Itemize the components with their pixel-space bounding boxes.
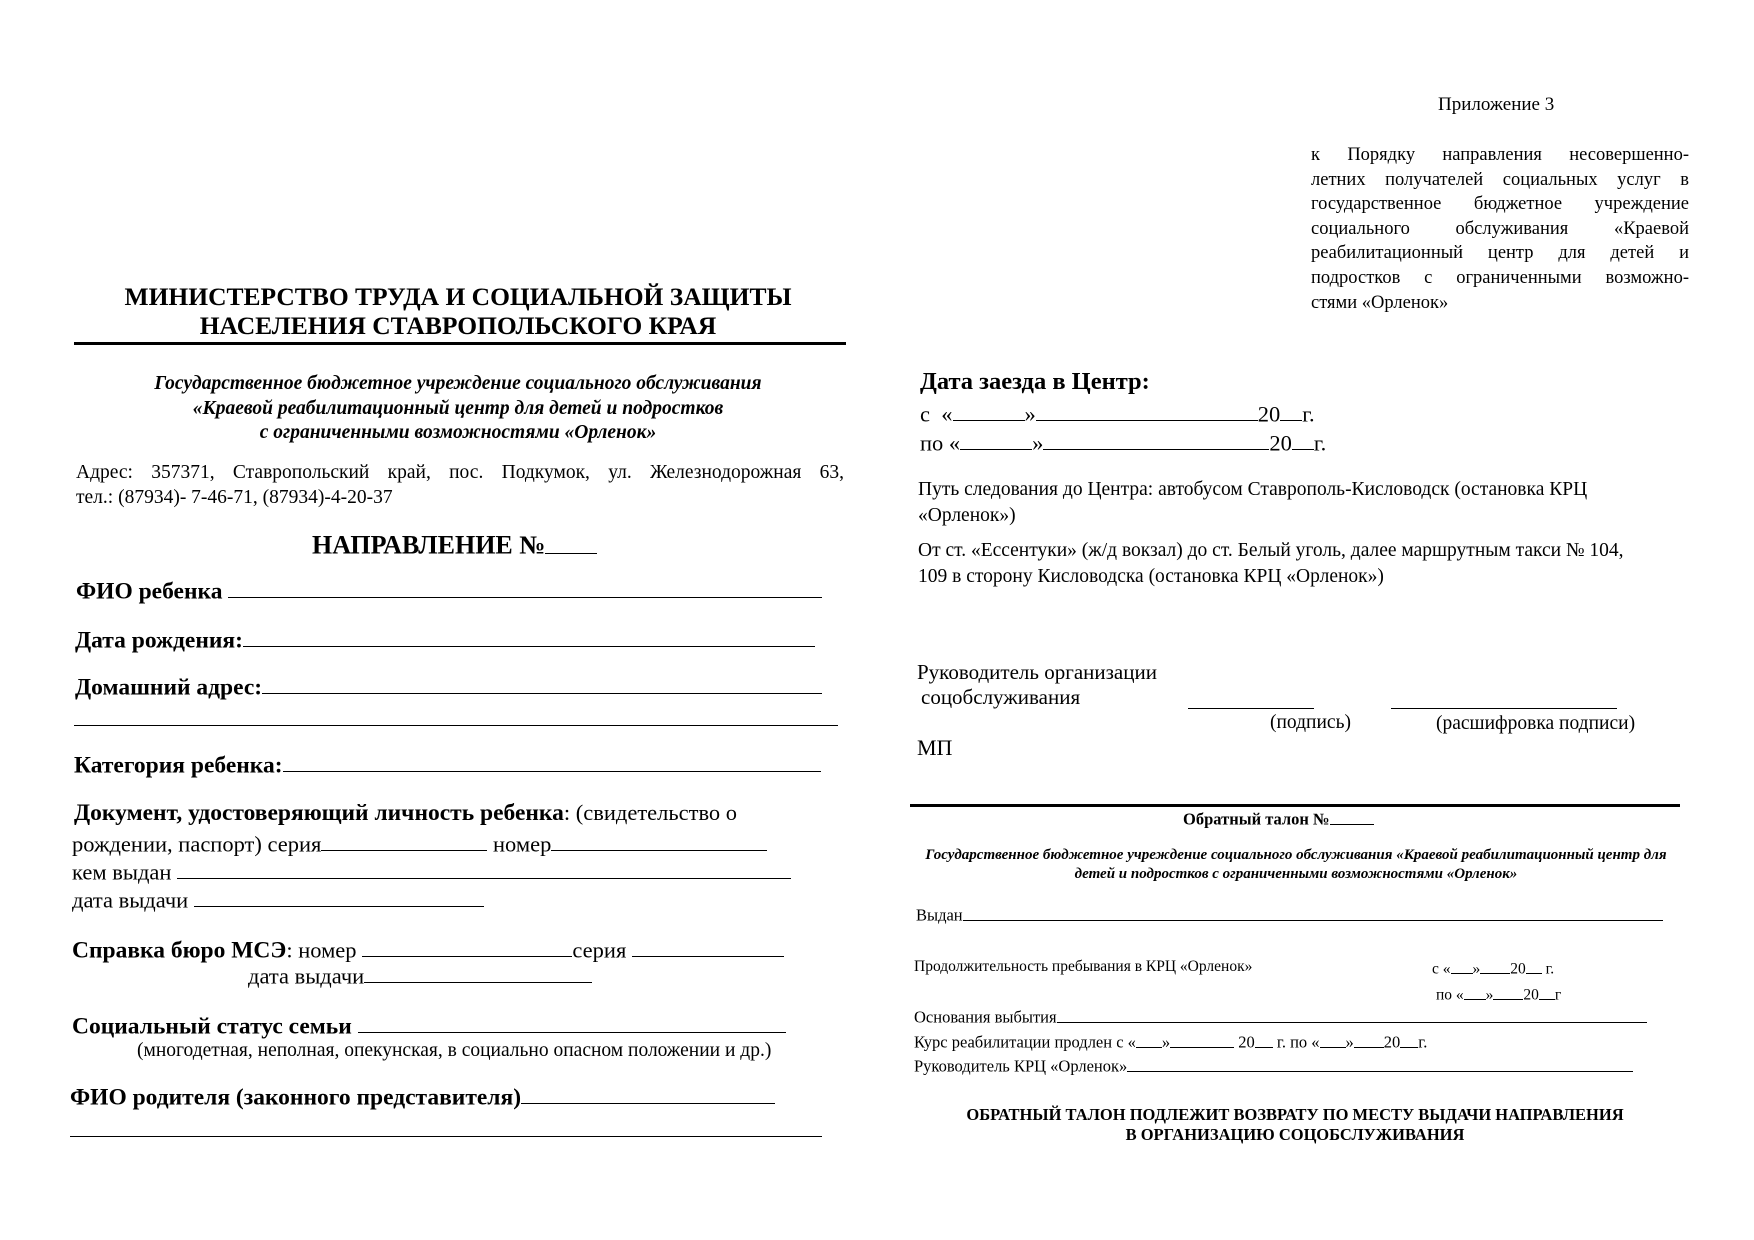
coupon-year: 20 [1383, 1032, 1401, 1052]
coupon-to-day-field[interactable] [1464, 984, 1486, 1000]
open-quote: « [941, 401, 953, 427]
route-description-2: От ст. «Ессентуки» (ж/д вокзал) до ст. Белый уголь, далее маршрутным такси № 104, 109 в сторону Кисловодска (остановка КРЦ «Орленок») [918, 540, 1624, 587]
coupon-cut-line [910, 804, 1680, 807]
coupon-stay-from-row [1432, 958, 1554, 979]
arrival-from-prefix: с [920, 401, 930, 427]
mse-date-label: дата выдачи [248, 963, 365, 989]
category-label: Категория ребенка: [74, 752, 283, 779]
birth-date-field[interactable] [243, 624, 815, 647]
coupon-year: 20 [1510, 960, 1526, 978]
coupon-ext-to-day-field[interactable] [1320, 1031, 1346, 1048]
coupon-to-prefix: по « [1436, 986, 1464, 1004]
arrival-from-year-field[interactable] [1280, 399, 1302, 421]
coupon-from-day-field[interactable] [1451, 958, 1473, 974]
coupon-from-year-field[interactable] [1526, 958, 1542, 974]
child-name-field[interactable] [228, 575, 822, 598]
address-line-2: тел.: (87934)- 7-46-71, (87934)-4-20-37 [76, 487, 393, 508]
arrival-to-prefix: по [920, 430, 944, 456]
institution-line-3: с ограниченными возможностями «Орленок» [259, 422, 657, 443]
appendix-reference [1311, 143, 1689, 315]
year-prefix: 20 [1269, 430, 1292, 456]
child-name-label: ФИО ребенка [76, 578, 223, 605]
signature-decode-caption: (расшифровка подписи) [1436, 713, 1636, 734]
mse-series-field[interactable] [632, 934, 784, 957]
id-series-field[interactable] [321, 829, 487, 851]
institution-line-2: «Краевой реабилитационный центр для детей и подростков [192, 397, 724, 419]
organization-head-line-2: соцобслуживания [921, 685, 1081, 709]
mse-number-label: : номер [286, 937, 357, 963]
address-line-1: Адрес: 357371, Ставропольский край, пос. Подкумок, ул. Железнодорожная 63, [76, 462, 844, 483]
home-address-field-line-2[interactable] [74, 725, 838, 726]
year-suffix: г. [1313, 430, 1327, 456]
parent-name-field-line-2[interactable] [70, 1136, 822, 1137]
institution-address [76, 460, 844, 510]
ministry-line-2: НАСЕЛЕНИЯ СТАВРОПОЛЬСКОГО КРАЯ [199, 311, 717, 340]
coupon-head-label: Руководитель КРЦ «Орленок» [914, 1056, 1128, 1076]
coupon-title [1183, 808, 1374, 830]
mse-date-row [248, 961, 592, 989]
coupon-to-year-field[interactable] [1539, 984, 1555, 1000]
return-note-line-1: ОБРАТНЫЙ ТАЛОН ПОДЛЕЖИТ ВОЗВРАТУ ПО МЕСТУ ВЫДАЧИ НАПРАВЛЕНИЯ [966, 1105, 1624, 1124]
year-prefix: 20 [1257, 401, 1281, 427]
coupon-ext-from-day-field[interactable] [1136, 1031, 1162, 1048]
home-address-label: Домашний адрес: [75, 674, 263, 701]
arrival-to-row [920, 428, 1326, 456]
open-quote: « [948, 430, 961, 456]
category-row [74, 749, 821, 779]
direction-title [312, 528, 597, 561]
mse-series-label: серия [572, 937, 627, 963]
coupon-year-suffix: г. [1545, 960, 1555, 978]
parent-name-row [70, 1081, 775, 1111]
coupon-ext-to-year-field[interactable] [1400, 1031, 1418, 1048]
coupon-stay-label: Продолжительность пребывания в КРЦ «Орленок» [914, 958, 1253, 975]
social-status-row [72, 1010, 786, 1040]
coupon-issued-row [916, 904, 1663, 926]
issued-by-label: кем выдан [72, 859, 172, 885]
signature-caption: (подпись) [1270, 712, 1351, 733]
direction-title-text: НАПРАВЛЕНИЕ № [312, 530, 546, 560]
id-number-field[interactable] [551, 829, 767, 851]
coupon-ext-from-month-field[interactable] [1170, 1031, 1234, 1048]
category-field[interactable] [283, 749, 821, 772]
arrival-to-year-field[interactable] [1292, 428, 1314, 450]
coupon-from-prefix: с « [1432, 960, 1451, 978]
coupon-year-suffix: г. [1418, 1032, 1428, 1052]
mse-date-field[interactable] [364, 961, 592, 983]
appendix-line: социального обслуживания «Краевой [1311, 218, 1689, 239]
id-document-series-row [72, 829, 767, 857]
coupon-year: 20 [1238, 1032, 1255, 1052]
coupon-title-text: Обратный талон № [1183, 809, 1330, 829]
coupon-ext-from-year-field[interactable] [1255, 1031, 1273, 1048]
id-issue-date-label: дата выдачи [72, 887, 189, 913]
home-address-row [75, 671, 822, 701]
coupon-quote-close: » [1472, 960, 1481, 978]
close-quote: » [1024, 401, 1036, 427]
birth-date-row [75, 624, 815, 654]
coupon-quote-close: » [1161, 1032, 1171, 1052]
close-quote: » [1032, 430, 1044, 456]
return-note [910, 1105, 1680, 1144]
coupon-head-row [914, 1055, 1633, 1077]
organization-head-label [917, 660, 1157, 710]
signature-field[interactable] [1188, 708, 1314, 709]
coupon-departure-field[interactable] [1057, 1006, 1647, 1023]
institution-name [72, 372, 844, 446]
ministry-header [72, 282, 844, 340]
ministry-line-1: МИНИСТЕРСТВО ТРУДА И СОЦИАЛЬНОЙ ЗАЩИТЫ [124, 282, 792, 311]
coupon-head-field[interactable] [1127, 1055, 1633, 1072]
coupon-extended-label: Курс реабилитации продлен с « [914, 1032, 1136, 1052]
arrival-to-day-field[interactable] [960, 428, 1032, 450]
coupon-ext-to-month-field[interactable] [1354, 1031, 1384, 1048]
issued-by-field[interactable] [177, 857, 791, 879]
appendix-line: стями «Орленок» [1311, 292, 1449, 313]
birth-date-label: Дата рождения: [75, 627, 243, 654]
appendix-line: государственное бюджетное учреждение [1311, 194, 1689, 215]
arrival-to-month-field[interactable] [1043, 428, 1269, 450]
mse-number-field[interactable] [362, 934, 572, 957]
id-issue-date-row [72, 885, 484, 913]
arrival-from-day-field[interactable] [953, 399, 1025, 421]
coupon-departure-label: Основания выбытия [914, 1007, 1057, 1027]
appendix-line: летних получателей социальных услуг в [1311, 169, 1689, 190]
signature-decode-field[interactable] [1391, 708, 1617, 709]
parent-name-field[interactable] [521, 1081, 775, 1104]
coupon-extended-row [914, 1031, 1427, 1053]
social-status-field[interactable] [358, 1010, 786, 1033]
arrival-from-month-field[interactable] [1036, 399, 1258, 421]
coupon-number-field[interactable] [1330, 808, 1374, 825]
home-address-field[interactable] [262, 671, 822, 694]
coupon-departure-row [914, 1006, 1647, 1028]
issued-by-row [72, 857, 791, 885]
coupon-to-month-field[interactable] [1493, 984, 1523, 1000]
appendix-title: Приложение 3 [1438, 94, 1555, 115]
coupon-institution: Государственное бюджетное учреждение социального обслуживания «Краевой реабилитационный центр для детей и подростков с ограниченными возможностями «Орленок» [925, 847, 1667, 882]
coupon-extended-to: г. по « [1276, 1032, 1320, 1052]
appendix-line: подростков с ограниченными возможно- [1311, 267, 1689, 288]
mse-row [72, 934, 784, 964]
id-document-hint: : (свидетельство о [563, 800, 738, 825]
coupon-from-month-field[interactable] [1480, 958, 1510, 974]
id-document-label: Документ, удостоверяющий личность ребенка [74, 800, 564, 826]
coupon-issued-label: Выдан [916, 905, 963, 925]
coupon-stay-to-row [1436, 984, 1561, 1005]
organization-head-line-1: Руководитель организации [917, 660, 1157, 684]
institution-line-1: Государственное бюджетное учреждение социального обслуживания [154, 373, 762, 394]
social-status-hint: (многодетная, неполная, опекунская, в социально опасном положении и др.) [137, 1040, 772, 1061]
direction-number-field[interactable] [545, 528, 597, 554]
arrival-from-row [920, 399, 1315, 427]
mse-label: Справка бюро МСЭ [72, 937, 287, 964]
coupon-quote-close: » [1485, 986, 1494, 1004]
id-issue-date-field[interactable] [194, 885, 484, 907]
child-name-row [76, 575, 822, 605]
parent-name-label: ФИО родителя (законного представителя) [70, 1084, 522, 1111]
route-description: Путь следования до Центра: автобусом Ставрополь-Кисловодск (остановка КРЦ «Орленок») [918, 479, 1588, 526]
year-suffix: г. [1302, 401, 1315, 427]
appendix-line: к Порядку направления несовершенно- [1311, 145, 1689, 165]
stamp-label: МП [917, 735, 953, 760]
coupon-quote-close: » [1345, 1032, 1354, 1052]
id-document-row [74, 800, 843, 827]
coupon-year: 20 [1523, 986, 1539, 1004]
header-divider [74, 342, 846, 345]
id-series-label: рождении, паспорт) серия [72, 831, 322, 857]
social-status-label: Социальный статус семьи [72, 1013, 352, 1040]
id-number-label: номер [493, 831, 552, 857]
arrival-date-title: Дата заезда в Центр: [920, 368, 1150, 395]
return-note-line-2: В ОРГАНИЗАЦИЮ СОЦОБСЛУЖИВАНИЯ [1125, 1124, 1465, 1144]
appendix-line: реабилитационный центр для детей и [1311, 243, 1689, 264]
coupon-issued-field[interactable] [963, 904, 1663, 921]
coupon-year-suffix: г [1554, 986, 1562, 1004]
